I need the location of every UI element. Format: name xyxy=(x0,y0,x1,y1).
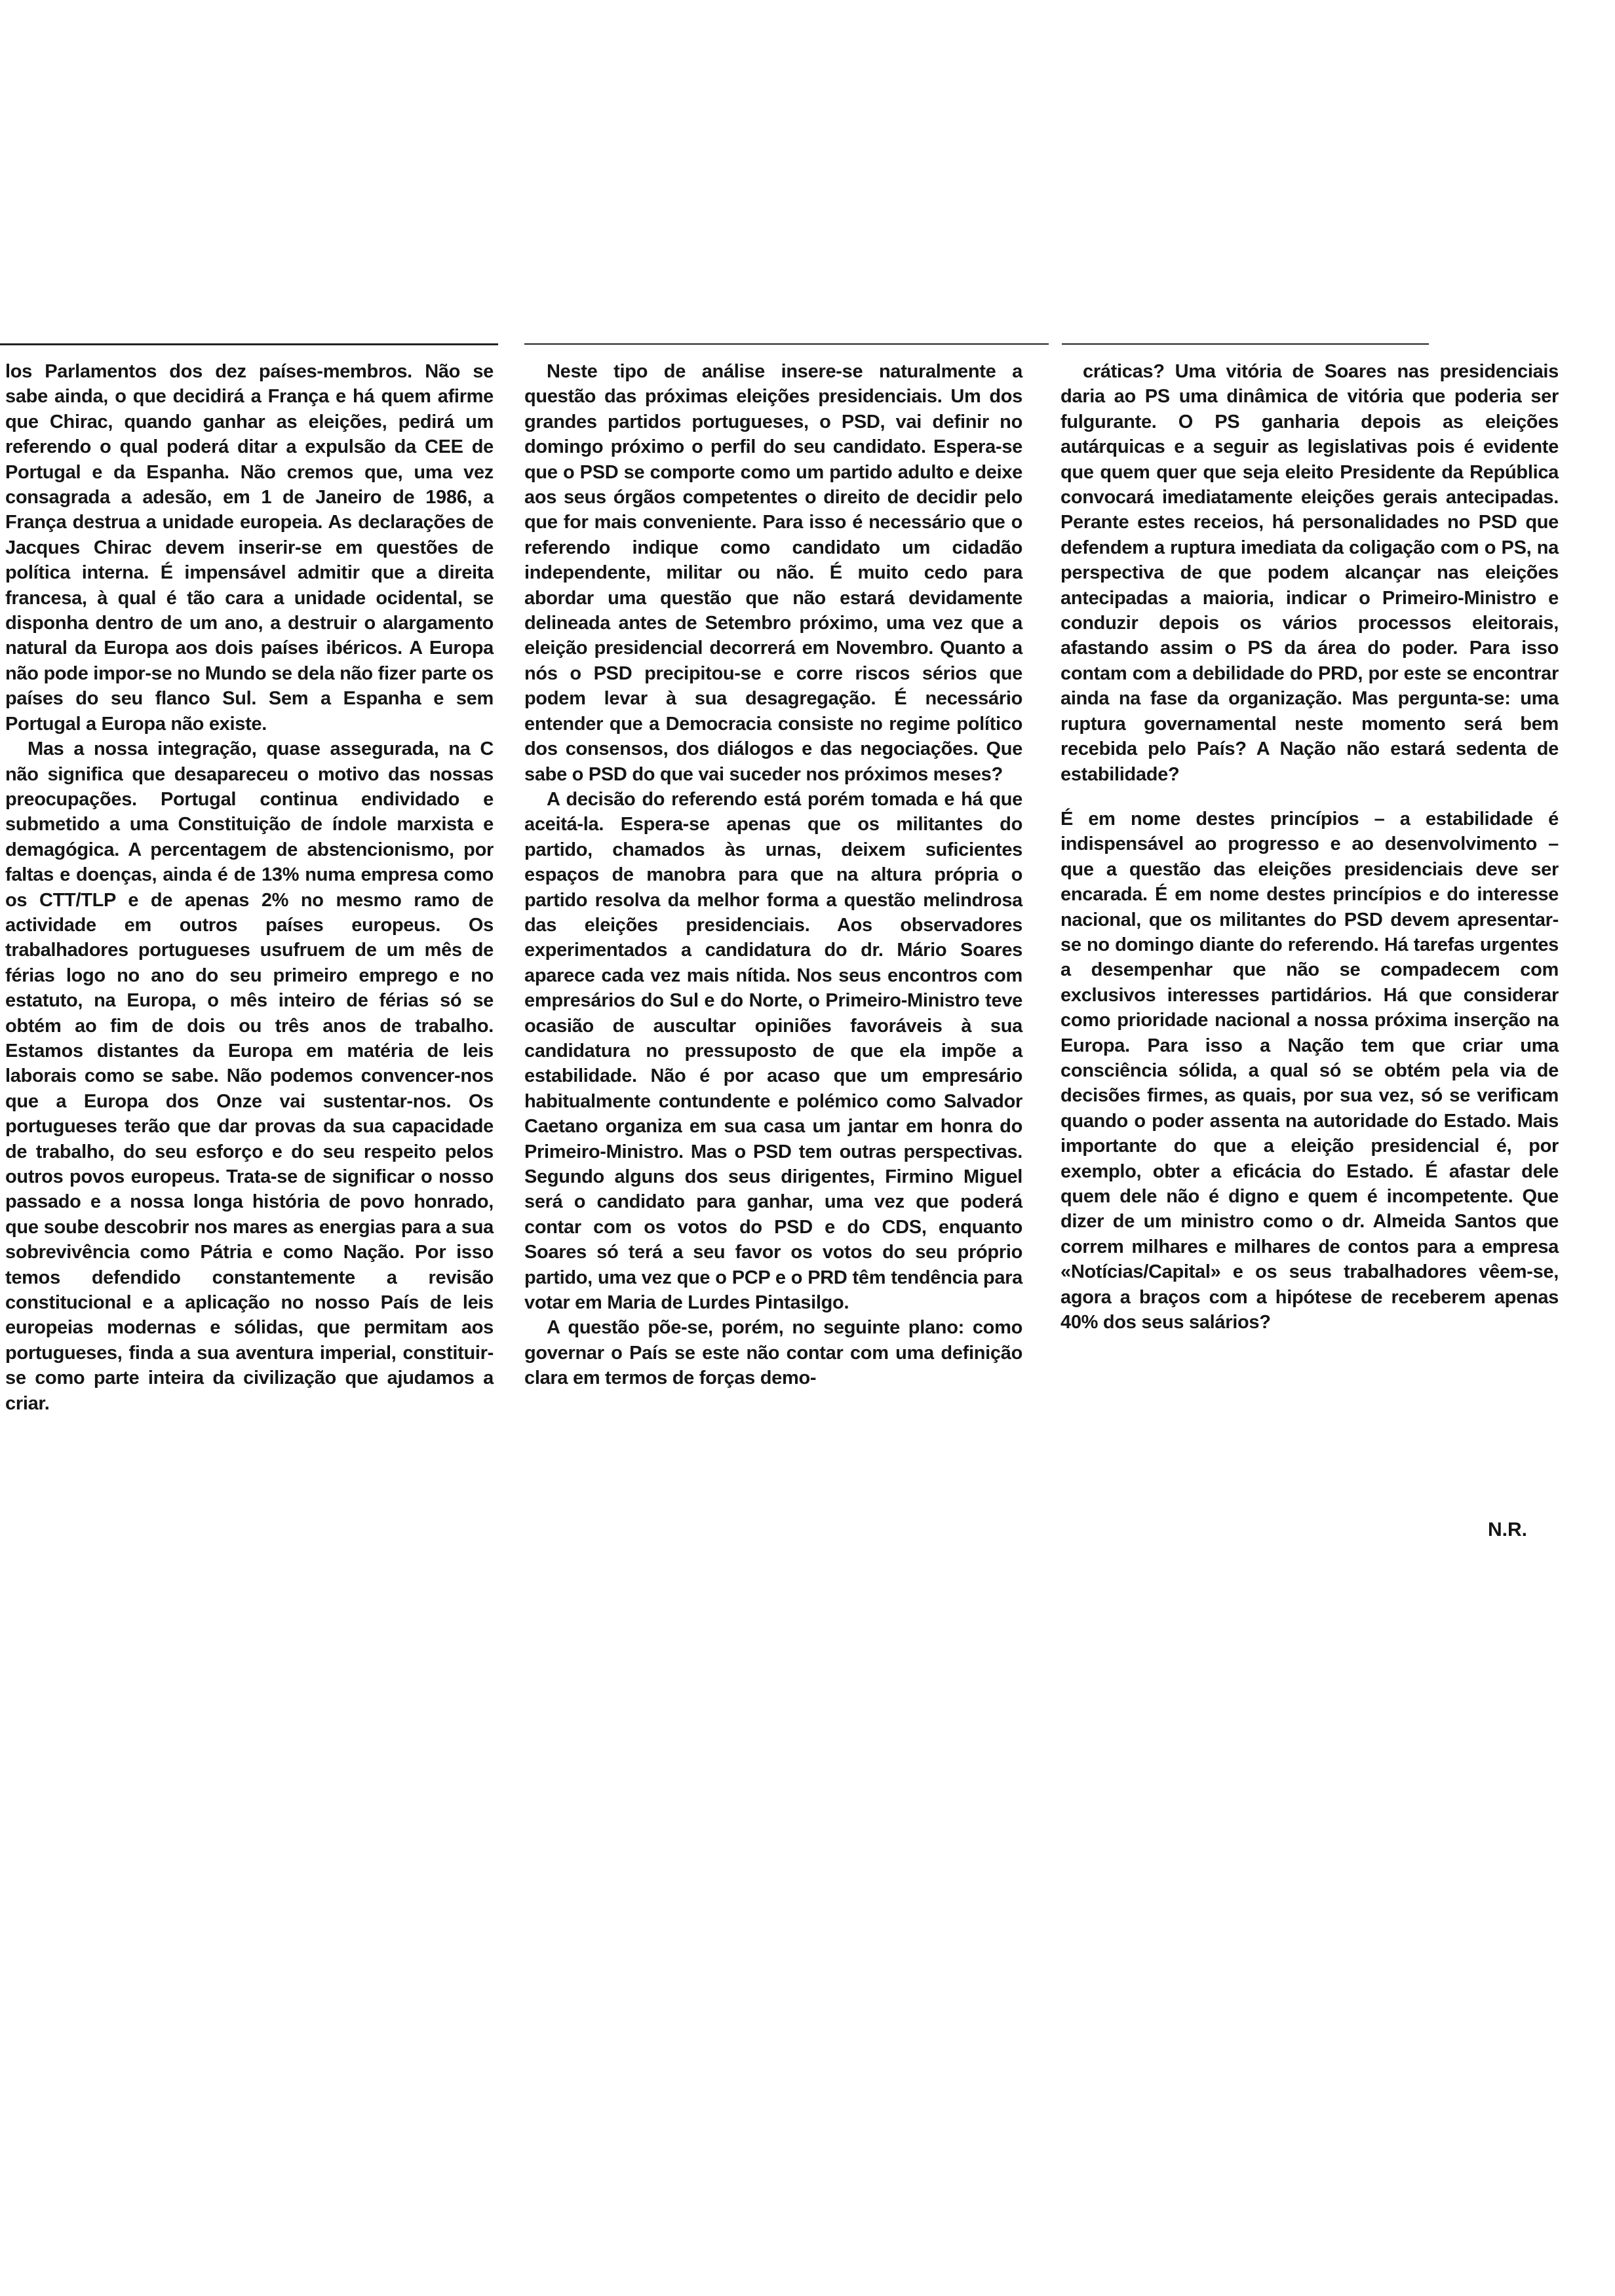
paragraph: Mas a nossa integração, quase assegurada, na C não significa que desapareceu o motivo das nossas preocupações. Portugal continua endividado e submetido a uma Constituição de índole marxista e demagógica. A percentagem de abstencionismo, por faltas e doenças, ainda é de 13% numa empresa como os CTT/TLP e de apenas 2% no mesmo ramo de actividade em outros países europeus. Os trabalhadores portugueses usufruem de um mês de férias logo no ano do seu primeiro emprego e no estatuto, na Europa, o mês inteiro de férias só se obtém ao fim de dois ou três anos de trabalho. Estamos distantes da Europa em matéria de leis laborais como se sabe. Não podemos convencer-nos que a Europa dos Onze vai sustentar-nos. Os portugueses terão que dar provas da sua capacidade de trabalho, do seu esforço e do seu respeito pelos outros povos europeus. Trata-se de significar o nosso passado e a nossa longa história de povo honrado, que soube descobrir nos mares as energias para a sua sobrevivência como Pátria e como Nação. Por isso temos defendido constantemente a revisão constitucional e a aplicação no nosso País de leis europeias modernas e sólidas, que permitam aos portugueses, finda a sua aventura imperial, constituir-se como parte inteira da civilização que ajudamos a criar. xyxy=(5,738,494,1414)
paragraph: É em nome destes princípios – a estabilidade é indispensável ao progresso e ao desenvolvimento – que a questão das eleições presidenciais deve ser encarada. É em nome destes princípios e do interesse nacional, que os militantes do PSD devem apresentar-se no domingo diante do referendo. Há tarefas urgentes a desempenhar que não se compadecem com exclusivos interesses partidários. Há que considerar como prioridade nacional a nossa próxima inserção na Europa. Para isso a Nação tem que criar uma consciência sólida, a qual só se obtém pela via de decisões firmes, as quais, por sua vez, só se verificam quando o poder assenta na autoridade do Estado. Mais importante do que a eleição presidencial é, por exemplo, obter a eficácia do Estado. É afastar dele quem dele não é digno e quem é incompetente. Que dizer de um ministro como o dr. Almeida Santos que correm milhares e milhares de contos para a empresa «Notícias/Capital» e os seus trabalhadores vêem-se, agora a braços com a hipótese de receberem apenas 40% dos seus salários? xyxy=(1060,808,1559,1333)
paragraph: A questão põe-se, porém, no seguinte plano: como governar o País se este não contar com uma definição clara em termos de forças demo- xyxy=(524,1317,1022,1389)
article-column-2 xyxy=(524,359,1022,1391)
paragraph: Neste tipo de análise insere-se naturalmente a questão das próximas eleições presidenciais. Um dos grandes partidos portugueses, o PSD, vai definir no domingo próximo o perfil do seu candidato. Espera-se que o PSD se comporte como um partido adulto e deixe aos seus órgãos competentes o direito de decidir pelo que for mais conveniente. Para isso é necessário que o referendo indique como candidato um cidadão independente, militar ou não. É muito cedo para abordar uma questão que não estará devidamente delineada antes de Setembro próximo, uma vez que a eleição presidencial decorrerá em Novembro. Quanto a nós o PSD precipitou-se e corre riscos sérios que podem levar à sua desagregação. É necessário entender que a Democracia consiste no regime político dos consensos, dos diálogos e das negociações. Que sabe o PSD do que vai suceder nos próximos meses? xyxy=(524,361,1022,785)
paragraph: A decisão do referendo está porém tomada e há que aceitá-la. Espera-se apenas que os militantes do partido, chamados às urnas, deixem suficientes espaços de manobra para que na altura própria o partido resolva da melhor forma a questão melindrosa das eleições presidenciais. Aos observadores experimentados a candidatura do dr. Mário Soares aparece cada vez mais nítida. Nos seus encontros com empresários do Sul e do Norte, o Primeiro-Ministro teve ocasião de auscultar opiniões favoráveis à sua candidatura no pressuposto de que ela impõe a estabilidade. Não é por acaso que um empresário habitualmente contundente e polémico como Salvador Caetano organiza em sua casa um jantar em honra do Primeiro-Ministro. Mas o PSD tem outras perspectivas. Segundo alguns dos seus dirigentes, Firmino Miguel será o candidato para ganhar, uma vez que poderá contar com os votos do PSD e do CDS, enquanto Soares só terá a seu favor os votos do seu próprio partido, uma vez que o PCP e o PRD têm tendência para votar em Maria de Lurdes Pintasilgo. xyxy=(524,788,1022,1314)
top-rule-middle xyxy=(524,343,1049,345)
paragraph: los Parlamentos dos dez países-membros. Não se sabe ainda, o que decidirá a França e há quem afirme que Chirac, quando ganhar as eleições, pedirá um referendo o qual poderá ditar a expulsão da CEE de Portugal e da Espanha. Não cremos que, uma vez consagrada a adesão, em 1 de Janeiro de 1986, a França destrua a unidade europeia. As declarações de Jacques Chirac devem inserir-se em questões de política interna. É impensável admitir que a direita francesa, à qual é tão cara a unidade ocidental, se disponha dentro de um ano, a destruir o alargamento natural da Europa aos dois países ibéricos. A Europa não pode impor-se no Mundo se dela não fizer parte os países do seu flanco Sul. Sem a Espanha e sem Portugal a Europa não existe. xyxy=(5,361,494,735)
article-column-1 xyxy=(5,359,494,1416)
top-rule-left xyxy=(0,343,498,345)
article-column-3 xyxy=(1060,359,1559,1335)
top-rule-right xyxy=(1062,343,1429,345)
paragraph: cráticas? Uma vitória de Soares nas presidenciais daria ao PS uma dinâmica de vitória que poderia ser fulgurante. O PS ganharia depois as eleições autárquicas e a seguir as legislativas pois é evidente que quem quer que seja eleito Presidente da República convocará imediatamente eleições gerais antecipadas. Perante estes receios, há personalidades no PSD que defendem a ruptura imediata da coligação com o PS, na perspectiva de que podem alcançar nas eleições antecipadas a maioria, indicar o Primeiro-Ministro e conduzir depois os vários processos eleitorais, afastando assim o PS da área do poder. Para isso contam com a debilidade do PRD, por este se encontrar ainda na fase da organização. Mas pergunta-se: uma ruptura governamental neste momento será bem recebida pelo País? A Nação não estará sedenta de estabilidade? xyxy=(1060,361,1559,785)
author-signature: N.R. xyxy=(1488,1519,1527,1540)
